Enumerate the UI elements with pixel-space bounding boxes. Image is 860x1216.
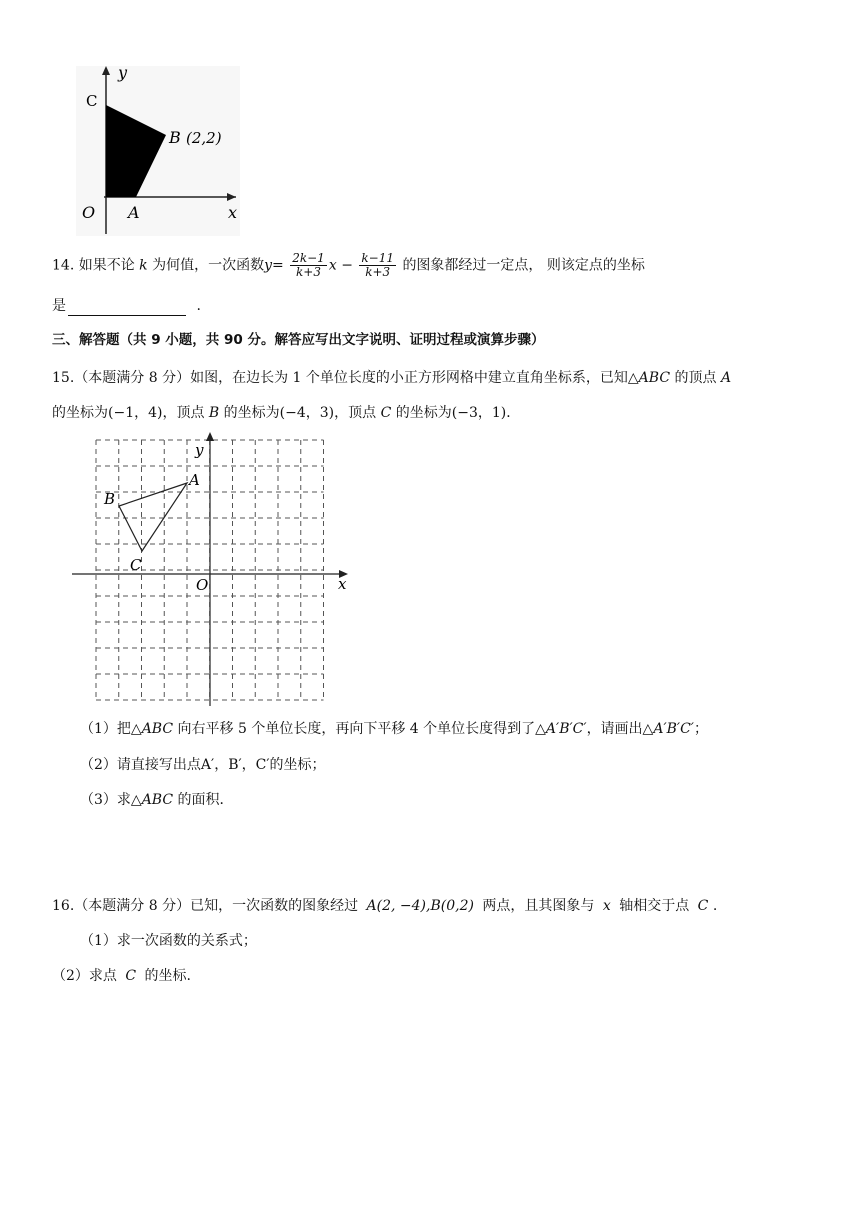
q14-text-b: 为何值，一次函数 bbox=[152, 257, 265, 274]
q14-fraction-1 bbox=[290, 252, 327, 279]
q16-c: C bbox=[697, 898, 709, 914]
q14-fraction-2 bbox=[359, 252, 396, 279]
q16-line1-d: . bbox=[712, 898, 718, 914]
origin-label: O bbox=[82, 203, 96, 222]
figure-coordinate-grid bbox=[68, 430, 358, 710]
q14-end-dot: . bbox=[196, 298, 201, 314]
y-axis-label: y bbox=[118, 63, 128, 82]
point-c-label: C bbox=[130, 556, 142, 574]
q16-line1-b: 两点，且其图象与 bbox=[482, 898, 595, 914]
q15-line2-a: 的坐标为(−1，4)，顶点 bbox=[52, 405, 205, 421]
y-axis-label: y bbox=[195, 441, 204, 459]
figure-quadrilateral bbox=[76, 62, 242, 238]
fraction-2-numerator: k−11 bbox=[361, 251, 394, 265]
q15-sub1-abc: ABC bbox=[141, 721, 174, 737]
q14-text-a: 如果不论 bbox=[78, 257, 135, 274]
q15-sub1-prime: A′B′C′ bbox=[545, 721, 587, 737]
point-a-label: A bbox=[189, 471, 200, 489]
q14-text-c: 的图象都经过一定点， 则该定点的坐标 bbox=[402, 257, 645, 274]
question-14-line-2 bbox=[52, 296, 201, 316]
q14-text-d: 是 bbox=[52, 298, 66, 314]
q16-points: A(2, −4),B(0,2) bbox=[366, 898, 474, 914]
section-3-title: 三、解答题（共 9 小题，共 90 分。解答应写出文字说明、证明过程或演算步骤） bbox=[52, 332, 545, 348]
point-b-label: B bbox=[169, 128, 181, 147]
point-b-label: B bbox=[104, 490, 116, 508]
q15-a: A bbox=[720, 370, 732, 386]
x-axis-label: x bbox=[338, 575, 347, 593]
answer-blank[interactable] bbox=[68, 301, 186, 316]
q16-sub2-a: （2）求点 bbox=[52, 968, 117, 984]
q15-abc: ABC bbox=[638, 370, 671, 386]
point-c-label: C bbox=[86, 92, 98, 110]
q15-b: B bbox=[208, 405, 220, 421]
question-16-line-1 bbox=[52, 896, 717, 916]
fraction-1-numerator: 2k−1 bbox=[292, 251, 325, 265]
q15-c: C bbox=[380, 405, 392, 421]
q14-equals: = bbox=[272, 257, 284, 274]
q16-subquestion-1: （1）求一次函数的关系式； bbox=[80, 933, 257, 949]
q15-sub3-b: 的面积． bbox=[177, 792, 234, 808]
q14-var-y: y bbox=[264, 257, 273, 274]
q16-sub2-c: C bbox=[125, 968, 137, 984]
q15-sub1-prime-2: A′B′C′ bbox=[653, 721, 694, 737]
q15-line2-b: 的坐标为(−4，3)，顶点 bbox=[223, 405, 377, 421]
origin-label: O bbox=[196, 576, 209, 594]
q15-sub1-a: （1）把△ bbox=[80, 721, 142, 737]
q16-x: x bbox=[602, 898, 611, 914]
q16-line1-c: 轴相交于点 bbox=[619, 898, 690, 914]
q14-var-x: x bbox=[328, 257, 337, 274]
question-15-line-1 bbox=[52, 368, 731, 388]
q16-line1-a: 16.（本题满分 8 分）已知，一次函数的图象经过 bbox=[52, 898, 359, 914]
q15-sub3-abc: ABC bbox=[141, 792, 174, 808]
q14-var-k: k bbox=[139, 257, 148, 274]
q15-subquestion-3 bbox=[80, 790, 234, 810]
point-b-coord: (2,2) bbox=[186, 129, 222, 147]
x-axis-label: x bbox=[228, 203, 238, 222]
fraction-2-denominator: k+3 bbox=[365, 265, 391, 279]
q16-sub2-b: 的坐标. bbox=[144, 968, 191, 984]
question-14-line-1 bbox=[52, 252, 645, 279]
q15-line2-c: 的坐标为(−3，1)． bbox=[395, 405, 521, 421]
q15-sub1-d: ； bbox=[694, 721, 708, 737]
point-a-label: A bbox=[128, 203, 140, 222]
fraction-1-denominator: k+3 bbox=[296, 265, 321, 279]
q14-minus: − bbox=[341, 257, 353, 274]
q15-line1-b: 的顶点 bbox=[674, 370, 717, 386]
q15-subquestion-1 bbox=[80, 719, 708, 739]
q14-number: 14. bbox=[52, 257, 75, 274]
q16-subquestion-2 bbox=[52, 966, 191, 986]
q15-line1: 15.（本题满分 8 分）如图，在边长为 1 个单位长度的小正方形网格中建立直角坐标系，已知△ bbox=[52, 370, 639, 386]
q15-sub3-a: （3）求△ bbox=[80, 792, 142, 808]
y-axis-arrow-icon bbox=[206, 432, 214, 441]
triangle-abc bbox=[119, 483, 187, 551]
question-15-line-2 bbox=[52, 403, 520, 423]
q15-subquestion-2: （2）请直接写出点A′，B′，C′的坐标； bbox=[80, 757, 326, 773]
q15-sub1-b: 向右平移 5 个单位长度，再向下平移 4 个单位长度得到了△ bbox=[177, 721, 546, 737]
q15-sub1-c: ，请画出△ bbox=[586, 721, 654, 737]
